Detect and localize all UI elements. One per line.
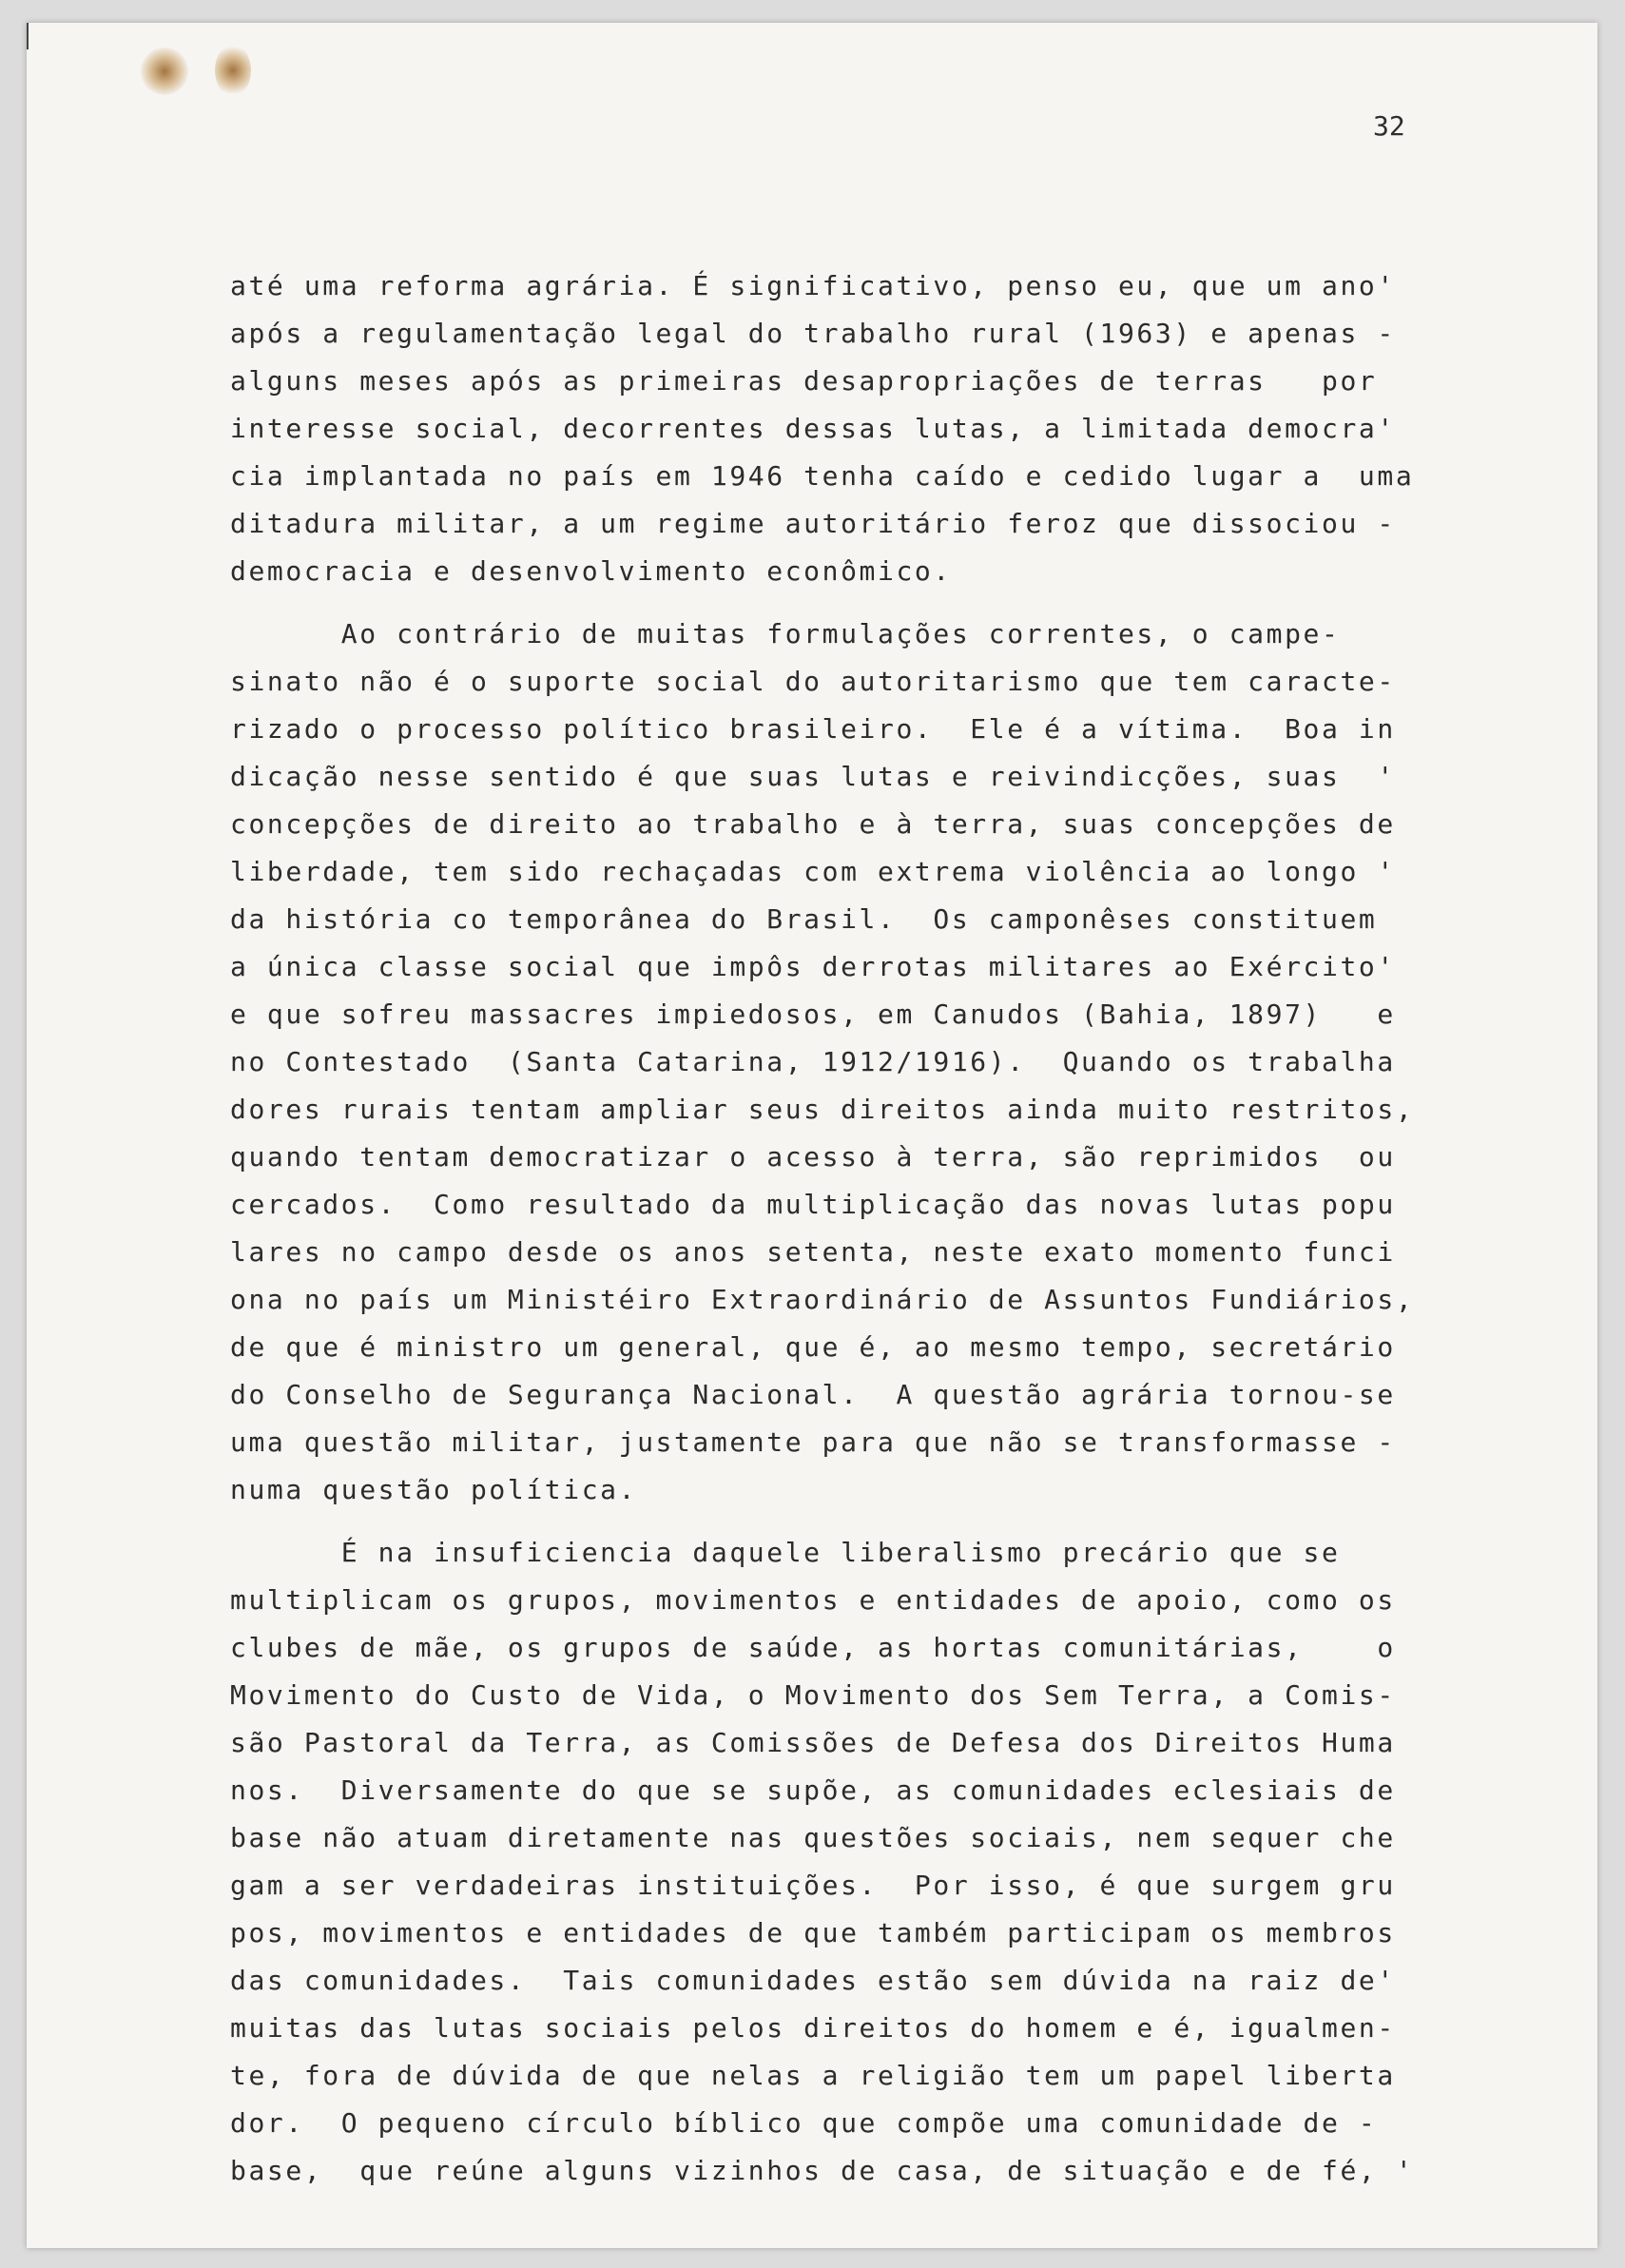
text-line: das comunidades. Tais comunidades estão sem dúvida na raiz de' bbox=[230, 1965, 1396, 1996]
text-line: numa questão política. bbox=[230, 1474, 638, 1505]
text-line: te, fora de dúvida de que nelas a religião tem um papel liberta bbox=[230, 2060, 1396, 2091]
text-line: de que é ministro um general, que é, ao mesmo tempo, secretário bbox=[230, 1331, 1396, 1363]
text-line: do Conselho de Segurança Nacional. A questão agrária tornou-se bbox=[230, 1379, 1396, 1410]
text-line: É na insuficiencia daquele liberalismo precário que se bbox=[230, 1537, 1341, 1568]
document-body bbox=[230, 262, 1438, 2195]
text-line: multiplicam os grupos, movimentos e entidades de apoio, como os bbox=[230, 1584, 1396, 1616]
text-line: cercados. Como resultado da multiplicação das novas lutas popu bbox=[230, 1189, 1396, 1220]
text-line: ditadura militar, a um regime autoritário feroz que dissociou - bbox=[230, 508, 1396, 539]
text-line: após a regulamentação legal do trabalho rural (1963) e apenas - bbox=[230, 318, 1396, 349]
text-line: uma questão militar, justamente para que não se transformasse - bbox=[230, 1426, 1396, 1458]
text-line: ona no país um Ministéiro Extraordinário de Assuntos Fundiários, bbox=[230, 1284, 1415, 1315]
rust-stain bbox=[215, 44, 251, 97]
text-line: pos, movimentos e entidades de que também participam os membros bbox=[230, 1917, 1396, 1948]
text-line: base, que reúne alguns vizinhos de casa, de situação e de fé, ' bbox=[230, 2155, 1415, 2186]
text-line: rizado o processo político brasileiro. Ele é a vítima. Boa in bbox=[230, 713, 1396, 745]
paragraph-gap bbox=[230, 595, 1438, 611]
page-edge-mark bbox=[27, 23, 29, 49]
text-line: democracia e desenvolvimento econômico. bbox=[230, 555, 952, 587]
paragraph bbox=[230, 1529, 1438, 2195]
text-line: até uma reforma agrária. É significativo, penso eu, que um ano' bbox=[230, 270, 1396, 301]
text-line: alguns meses após as primeiras desapropriações de terras por bbox=[230, 365, 1378, 397]
text-line: interesse social, decorrentes dessas lutas, a limitada democra' bbox=[230, 413, 1396, 444]
text-line: liberdade, tem sido rechaçadas com extrema violência ao longo ' bbox=[230, 856, 1396, 887]
text-line: cia implantada no país em 1946 tenha caído e cedido lugar a uma bbox=[230, 460, 1415, 492]
text-line: Movimento do Custo de Vida, o Movimento dos Sem Terra, a Comis- bbox=[230, 1679, 1396, 1711]
page-number: 32 bbox=[1373, 110, 1405, 142]
text-line: dicação nesse sentido é que suas lutas e reivindicções, suas ' bbox=[230, 761, 1396, 792]
text-line: Ao contrário de muitas formulações correntes, o campe- bbox=[230, 618, 1341, 649]
text-line: a única classe social que impôs derrotas militares ao Exército' bbox=[230, 951, 1396, 982]
text-line: base não atuam diretamente nas questões sociais, nem sequer che bbox=[230, 1822, 1396, 1853]
document-page bbox=[27, 23, 1597, 2248]
text-line: quando tentam democratizar o acesso à terra, são reprimidos ou bbox=[230, 1141, 1396, 1173]
text-line: da história co temporânea do Brasil. Os camponêses constituem bbox=[230, 903, 1378, 935]
rust-stain bbox=[141, 48, 188, 95]
paragraph bbox=[230, 611, 1438, 1514]
text-line: clubes de mãe, os grupos de saúde, as hortas comunitárias, o bbox=[230, 1632, 1396, 1663]
paragraph-gap bbox=[230, 1514, 1438, 1529]
text-line: sinato não é o suporte social do autoritarismo que tem caracte- bbox=[230, 666, 1396, 697]
text-line: dores rurais tentam ampliar seus direitos ainda muito restritos, bbox=[230, 1094, 1415, 1125]
text-line: dor. O pequeno círculo bíblico que compõe uma comunidade de - bbox=[230, 2107, 1378, 2139]
text-line: são Pastoral da Terra, as Comissões de Defesa dos Direitos Huma bbox=[230, 1727, 1396, 1758]
text-line: muitas das lutas sociais pelos direitos do homem e é, igualmen- bbox=[230, 2012, 1396, 2044]
text-line: lares no campo desde os anos setenta, neste exato momento funci bbox=[230, 1236, 1396, 1268]
text-line: nos. Diversamente do que se supõe, as comunidades eclesiais de bbox=[230, 1774, 1396, 1806]
text-line: no Contestado (Santa Catarina, 1912/1916). Quando os trabalha bbox=[230, 1046, 1396, 1077]
paragraph bbox=[230, 262, 1438, 595]
text-line: e que sofreu massacres impiedosos, em Canudos (Bahia, 1897) e bbox=[230, 998, 1396, 1030]
text-line: concepções de direito ao trabalho e à terra, suas concepções de bbox=[230, 808, 1396, 840]
text-line: gam a ser verdadeiras instituições. Por isso, é que surgem gru bbox=[230, 1870, 1396, 1901]
